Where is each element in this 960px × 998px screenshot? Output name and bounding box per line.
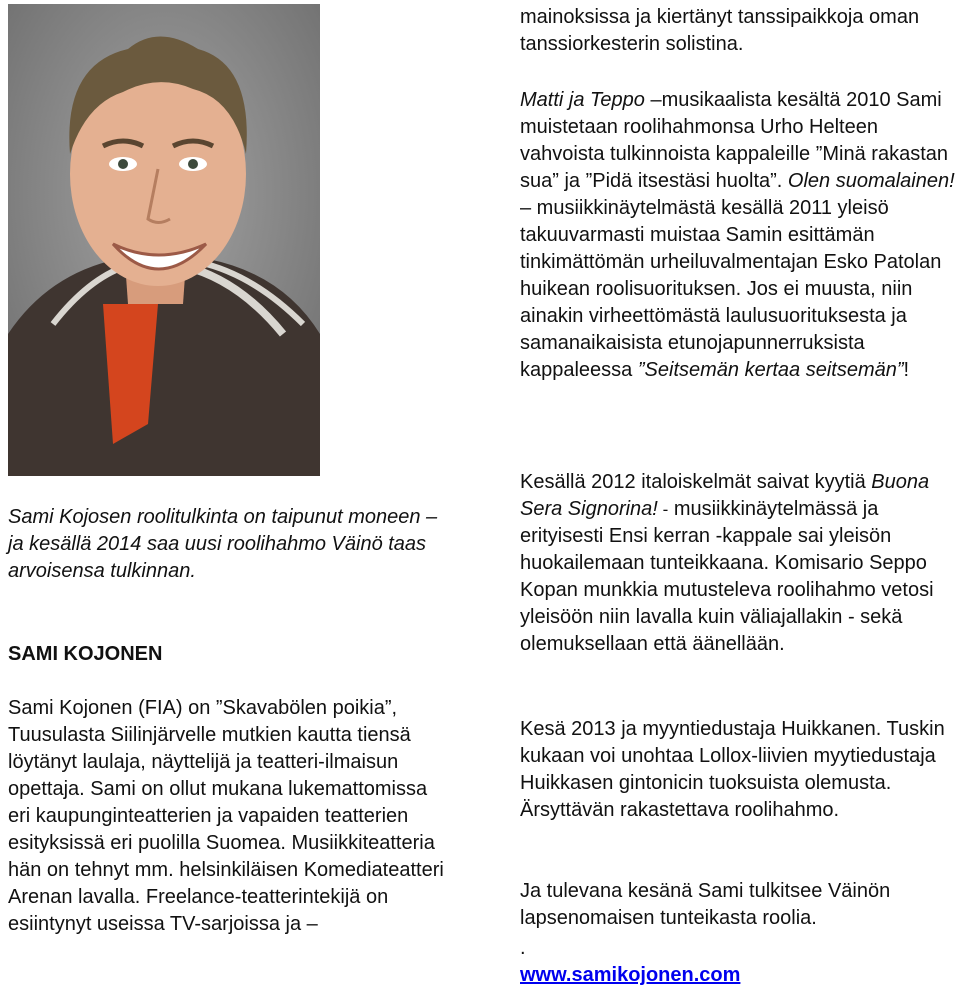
portrait-illustration (8, 4, 320, 476)
portrait-photo (8, 4, 320, 476)
paragraph-coming-summer (520, 878, 960, 932)
bio-paragraph (8, 695, 448, 938)
paragraph-2010-2011 (520, 87, 960, 384)
p2-text-3: ! (903, 359, 910, 381)
caption-text: Sami Kojosen roolitulkinta on taipunut moneen – ja kesällä 2014 saa uusi roolihahmo Väinö taas arvoisensa tulkinnan. (8, 506, 438, 582)
paragraph-2012 (520, 469, 960, 658)
p3-dash: - (657, 500, 669, 519)
paragraph-2013 (520, 716, 960, 824)
photo-caption (8, 504, 448, 585)
p2-text (520, 87, 960, 384)
p5-text: Ja tulevana kesänä Sami tulkitsee Väinön lapsenomaisen tunteikasta roolia. (520, 880, 891, 929)
continuation-text: mainoksissa ja kiertänyt tanssipaikkoja oman tanssiorkesterin solistina. (520, 6, 920, 55)
dot-text: . (520, 937, 526, 959)
p2-text-2: – musiikkinäytelmästä kesällä 2011 yleisö takuuvarmasti muistaa Samin esittämän tinkimättömän urheiluvalmentajan Esko Patolan huikean roolisuorituksen. Jos ei muusta, niin ainakin virheettömästä laulusuorituksesta ja samanaikaisista etunojapunnerruksista kappaleessa (520, 197, 942, 381)
p3-text-1: Kesällä 2012 italoiskelmät saivat kyytiä (520, 471, 872, 493)
show-title-matti-ja-teppo: Matti ja Teppo (520, 89, 645, 111)
show-title-buona-sera: Buona Sera Signorina! (520, 471, 930, 520)
p4-text: Kesä 2013 ja myyntiedustaja Huikkanen. Tuskin kukaan voi unohtaa Lollox-liivien myytiedustaja Huikkasen gintonicin tuoksuista olemusta. Ärsyttävän rakastettava roolihahmo. (520, 718, 945, 821)
song-title-seitseman: ”Seitsemän kertaa seitsemän” (637, 359, 904, 381)
article-heading (8, 641, 448, 668)
p3-text-2: musiikkinäytelmässä ja erityisesti Ensi kerran -kappale sai yleisön huokailemaan tunteikkaana. Komisario Seppo Kopan munkkia mutusteleva roolihahmo vetosi yleisöön niin lavalla kuin väliajallakin - sekä olemuksellaan että äänellään. (520, 498, 934, 655)
heading-text: SAMI KOJONEN (8, 643, 163, 665)
bio-text: Sami Kojonen (FIA) on ”Skavabölen poikia”, Tuusulasta Siilinjärvelle mutkien kautta tiensä löytänyt laulaja, näyttelijä ja teatteri-ilmaisun opettaja. Sami on ollut mukana lukemattomissa eri kaupunginteatterien ja vapaiden teatterien esityksissä eri puolilla Suomea. Musiikkiteatteria hän on tehnyt mm. helsinkiläisen Komediateatteri Arenan lavalla. Freelance-teatterintekijä on esiintynyt useissa TV-sarjoissa ja – (8, 697, 444, 935)
website-link[interactable]: www.samikojonen.com (520, 964, 741, 986)
paragraph-continuation (520, 4, 960, 58)
website-link-wrapper (520, 962, 960, 989)
separator-dot (520, 935, 960, 962)
p3-text (520, 469, 960, 658)
show-title-olen-suomalainen: Olen suomalainen! (787, 170, 955, 192)
p2-text-1: –musikaalista kesältä 2010 Sami muistetaan roolihahmonsa Urho Helteen vahvoista tulkinnoista kappaleille ”Minä rakastan sua” ja ”Pidä itsestäsi huolta”. (520, 89, 949, 192)
